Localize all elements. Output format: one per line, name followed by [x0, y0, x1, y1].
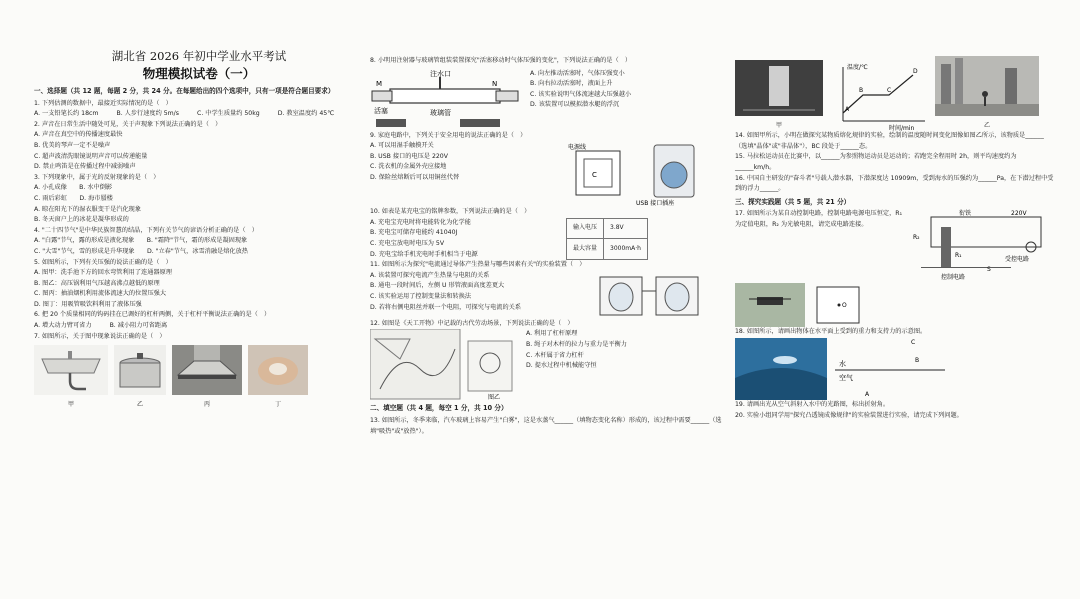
aquarium-photo — [735, 338, 827, 400]
option-line: C. 雨后彩虹 D. 海市蜃楼 — [34, 194, 113, 202]
label-r1: R₁ — [955, 252, 962, 260]
option-line: C. 木杆属于省力杠杆 — [526, 351, 584, 359]
column-middle — [370, 56, 722, 437]
range-hood-image — [172, 345, 242, 395]
option: D. 教室温度约 45℃ — [277, 110, 335, 118]
question-17: 17. 如图所示为某自动控制电路，控制电路电源电压恒定，R₁ 为定值电阻，R₂ 为光敏电阻，请完成电路连接。 — [735, 210, 903, 228]
question-7: 7. 如图所示，关于图中现象说法正确的是（ ） — [34, 332, 166, 340]
option-line: C. 超声波清洗眼镜说明声音可以传递能量 — [34, 152, 148, 160]
option-line: B. 冬天窗户上的冰花是凝华形成的 — [34, 216, 129, 224]
label-piston: 活塞 — [374, 106, 388, 115]
question-8: 8. 小明用注射器与玻璃管组装装置探究"活塞移动时气体压强的变化"，下列说法正确的是（ ） — [370, 57, 632, 64]
point-b: B — [859, 87, 864, 95]
option-line: A. 声音在真空中的传播速度最快 — [34, 131, 123, 139]
question-2: 2. 声音在日常生活中随处可见，关于声现象下列说法正确的是（ ） — [34, 120, 222, 128]
figure-label: 丁 — [274, 400, 281, 408]
question-9-block — [370, 141, 722, 207]
figure-label: 乙 — [983, 121, 990, 129]
option-line: B. 图乙：高压锅利用气压越高沸点越低的原理 — [34, 279, 160, 287]
question-3: 3. 下列现象中，属于光的反射现象的是（ ） — [34, 173, 160, 181]
option-line: D. 保险丝熔断后可以用铜丝代替 — [370, 173, 460, 181]
option-line: B. USB 接口的电压是 220V — [370, 152, 448, 160]
question-11-block — [370, 271, 722, 319]
option-line: A. 可以用湿手触摸开关 — [370, 142, 434, 150]
figure-label: 甲 — [67, 400, 74, 408]
label-r2: R₂ — [913, 234, 920, 242]
figure-label: 丙 — [203, 400, 210, 408]
option-line: C. 图丙：抽油烟机利用流体流速大的位置压强大 — [34, 290, 167, 298]
question-12-options — [526, 329, 706, 401]
option-line: D. 提水过程中机械能守恒 — [526, 362, 597, 370]
spec-value: 3.8V — [604, 218, 648, 239]
option-line: A. 该装置可探究电流产生热量与电阻的关系 — [370, 271, 490, 279]
question-18-figures — [735, 283, 1055, 327]
question-17-block — [735, 209, 1055, 281]
label-glass-tube: 玻璃管 — [430, 108, 451, 117]
option-line: A. 利用了杠杆原理 — [526, 330, 578, 338]
graph-ylabel: 温度/℃ — [847, 64, 868, 72]
table-row — [567, 218, 648, 239]
column-right — [735, 56, 1055, 421]
option-line: C. 该实验运用了控制变量法和转换法 — [370, 292, 472, 300]
option-line: C. 洗衣机的金属外壳应接地 — [370, 163, 447, 171]
question-10-options — [370, 218, 560, 260]
label-usb: USB 接口插座 — [636, 200, 675, 208]
question-6: 6. 把 20 个质量相同的钩码挂在已调好的杠杆两侧，关于杠杆平衡说法正确的是（ ） — [34, 311, 271, 319]
question-8-block — [370, 69, 722, 131]
exam-title: 湖北省 2026 年初中学业水平考试 — [111, 49, 287, 63]
label-m: M — [376, 79, 383, 88]
option-line: A. 晾在阳光下的湿衣服变干是汽化现象 — [34, 205, 142, 213]
option-line: A. "白露"节气，露的形成是液化现象 B. "霜降"节气，霜的形成是凝固现象 — [34, 237, 248, 245]
syringe-apparatus-figure — [370, 69, 520, 131]
label-220v: 220V — [1011, 210, 1027, 218]
option-line: B. 绳子对木杆的拉力与重力是平衡力 — [526, 340, 627, 348]
label-controlled-circuit: 受控电路 — [1005, 256, 1030, 264]
refraction-diagram — [835, 338, 945, 400]
section-choice-title: 一、选择题（共 12 题，每题 2 分，共 24 分。在每题给出的四个选项中，只有一项是符合题目要求） — [34, 87, 335, 95]
control-circuit-figure — [911, 209, 1051, 281]
point-c: C — [887, 87, 892, 95]
option-line: A. 图甲：洗手池下方的回水弯管利用了连通器原理 — [34, 269, 172, 277]
question-11-options — [370, 271, 590, 319]
question-16: 16. 中国自主研发的"奋斗者"号载人潜水器，下潜深度达 10909m，受到海水的压强约为______Pa，在下潜过程中受到的浮力______。 — [735, 174, 1054, 193]
question-7-figures — [34, 345, 364, 410]
label-water: 水 — [839, 359, 846, 368]
label-switch: S — [987, 266, 991, 274]
option: B. 人步行速度约 5m/s — [116, 110, 179, 118]
section-fill-title: 二、填空题（共 4 题，每空 1 分，共 10 分） — [370, 404, 508, 413]
figure-label: 乙 — [136, 400, 143, 408]
option-line: C. 该实验说明气体流速越大压强越小 — [530, 90, 632, 98]
question-20: 20. 实验小组同学用"探究凸透镜成像规律"的实验装置进行实验，请完成下列问题。 — [735, 411, 963, 419]
question-10-block — [370, 218, 722, 260]
figure-hands — [248, 345, 308, 410]
marathon-photo — [935, 56, 1039, 116]
question-15: 15. 马拉松运动员在比赛中，以______为参照物运动员是运动的；若跑完全程用时 2h，则平均速度约为______km/h。 — [735, 153, 1017, 171]
point-b-refraction: B — [915, 356, 920, 364]
label-n: N — [492, 79, 498, 88]
question-10: 10. 如表是某充电宝的铭牌参数，下列说法正确的是（ ） — [370, 208, 531, 216]
question-12: 12. 如图是《天工开物》中记载的古代劳动场景，下列说法正确的是（ ） — [370, 319, 574, 327]
option-line: D. 充电宝给手机充电时手机相当于电源 — [370, 250, 478, 258]
question-19: 19. 请画出光从空气斜射入水中的光路图，标出折射角。 — [735, 400, 890, 408]
figure-experiment-photo — [735, 60, 823, 131]
exam-subtitle: 物理模拟试卷（一） — [142, 66, 256, 81]
option-line: C. "大雪"节气，雪的形成是升华现象 D. "立春"节气，冰雪消融是熔化放热 — [34, 247, 248, 255]
column-left — [34, 48, 364, 413]
spec-value: 3000mA·h — [604, 239, 648, 260]
figure-marathon-photo — [935, 56, 1039, 131]
option: C. 中学生质量约 50kg — [197, 110, 260, 118]
label-inlet: 注水口 — [430, 69, 451, 78]
question-13: 13. 如图所示，冬季来临，汽车玻璃上容易产生"白雾"，这是水蒸气______（填物态变化名称）形成的，该过程中需要______（选填"吸热"或"放热"）。 — [370, 416, 722, 435]
option-line: B. 通电一段时间后，左侧 U 形管液面高度差更大 — [370, 282, 505, 290]
question-1-options — [34, 109, 364, 120]
question-9-options — [370, 141, 560, 207]
question-14: 14. 如图甲所示，小明在做探究某物质熔化规律的实验，绘制的温度随时间变化图像如图乙所示，该物质是______（选填"晶体"或"非晶体"），BC 段处于______态。 — [735, 132, 1044, 150]
section-practice-title: 三、探究实践题（共 5 题，共 21 分） — [735, 197, 851, 206]
label-air: 空气 — [839, 373, 853, 382]
question-11: 11. 如图所示为探究"电流通过导体产生热量与哪些因素有关"的实验装置（ ） — [370, 261, 586, 269]
experiment-photo — [735, 60, 823, 116]
graph-xlabel: 时间/min — [889, 125, 915, 132]
figure-pressure-cooker — [114, 345, 166, 410]
point-c-refraction: C — [911, 338, 916, 346]
label-armature: 衔铁 — [959, 210, 972, 218]
ancient-labor-figure — [370, 329, 520, 401]
option: A. 增大动力臂可省力 — [34, 322, 92, 330]
sink-image — [34, 345, 108, 395]
point-a: A — [845, 106, 850, 114]
drone-photo — [735, 283, 805, 327]
heating-experiment-figure — [596, 271, 714, 319]
label-c: C — [592, 171, 597, 180]
option-line: B. 向右拉动活塞时，液面上升 — [530, 80, 613, 88]
temperature-time-graph — [829, 61, 929, 131]
question-5: 5. 如图所示，下列有关压强的说法正确的是（ ） — [34, 258, 172, 266]
pressure-cooker-image — [114, 345, 166, 395]
point-o: O — [842, 302, 847, 310]
question-8-options — [530, 69, 720, 131]
force-diagram-box — [815, 285, 861, 325]
option-line: C. 充电宝放电时电压为 5V — [370, 239, 445, 247]
label-power-cord: 电源线 — [568, 144, 587, 152]
power-bank-spec-table — [566, 218, 648, 260]
hands-image — [248, 345, 308, 395]
socket-washer-figure — [566, 141, 716, 207]
figure-label: 甲 — [775, 121, 782, 129]
question-9: 9. 家庭电路中，下列关于安全用电的说法正确的是（ ） — [370, 131, 527, 139]
option-line: A. 小孔成像 B. 水中倒影 — [34, 184, 113, 192]
table-row — [567, 239, 648, 260]
point-a-refraction: A — [865, 390, 870, 398]
question-19-block — [735, 338, 1055, 400]
option-line: B. 优美的琴声一定不是噪声 — [34, 141, 111, 149]
question-12-block — [370, 329, 722, 401]
option-line: D. 禁止鸣笛是在传播过程中减弱噪声 — [34, 163, 136, 171]
question-18: 18. 如图所示，请画出物体在水平面上受到的重力和支持力的示意图。 — [735, 328, 927, 336]
figure-sink — [34, 345, 108, 410]
label-figure-b: 图乙 — [488, 394, 501, 402]
figure-range-hood — [172, 345, 242, 410]
option-line: B. 充电宝可储存电能约 41040J — [370, 229, 458, 237]
option-line: D. 若将右侧电阻丝并联一个电阻，可探究与电流的关系 — [370, 303, 522, 311]
label-control-circuit: 控制电路 — [941, 274, 966, 282]
option-line: A. 向左推动活塞时，气体压强变小 — [530, 69, 625, 77]
point-d: D — [913, 68, 918, 76]
question-6-options — [34, 321, 364, 332]
option-line: A. 充电宝充电时将电能转化为化学能 — [370, 218, 471, 226]
question-14-figures — [735, 56, 1055, 131]
option: A. 一支铅笔长约 18cm — [34, 110, 99, 118]
option-line: D. 图丁：用吸管吸饮料利用了液体压强 — [34, 300, 142, 308]
question-1: 1. 下列估测的数据中，最接近实际情况的是（ ） — [34, 99, 172, 107]
spec-key: 最大容量 — [567, 239, 604, 260]
option: B. 减小阻力可省距离 — [109, 322, 168, 330]
spec-key: 输入电压 — [567, 218, 604, 239]
question-4: 4. "二十四节气"是中华民族智慧的结晶，下列有关节气的谚语分析正确的是（ ） — [34, 226, 258, 234]
option-line: D. 该装置可以模拟潜水艇的浮沉 — [530, 101, 620, 109]
